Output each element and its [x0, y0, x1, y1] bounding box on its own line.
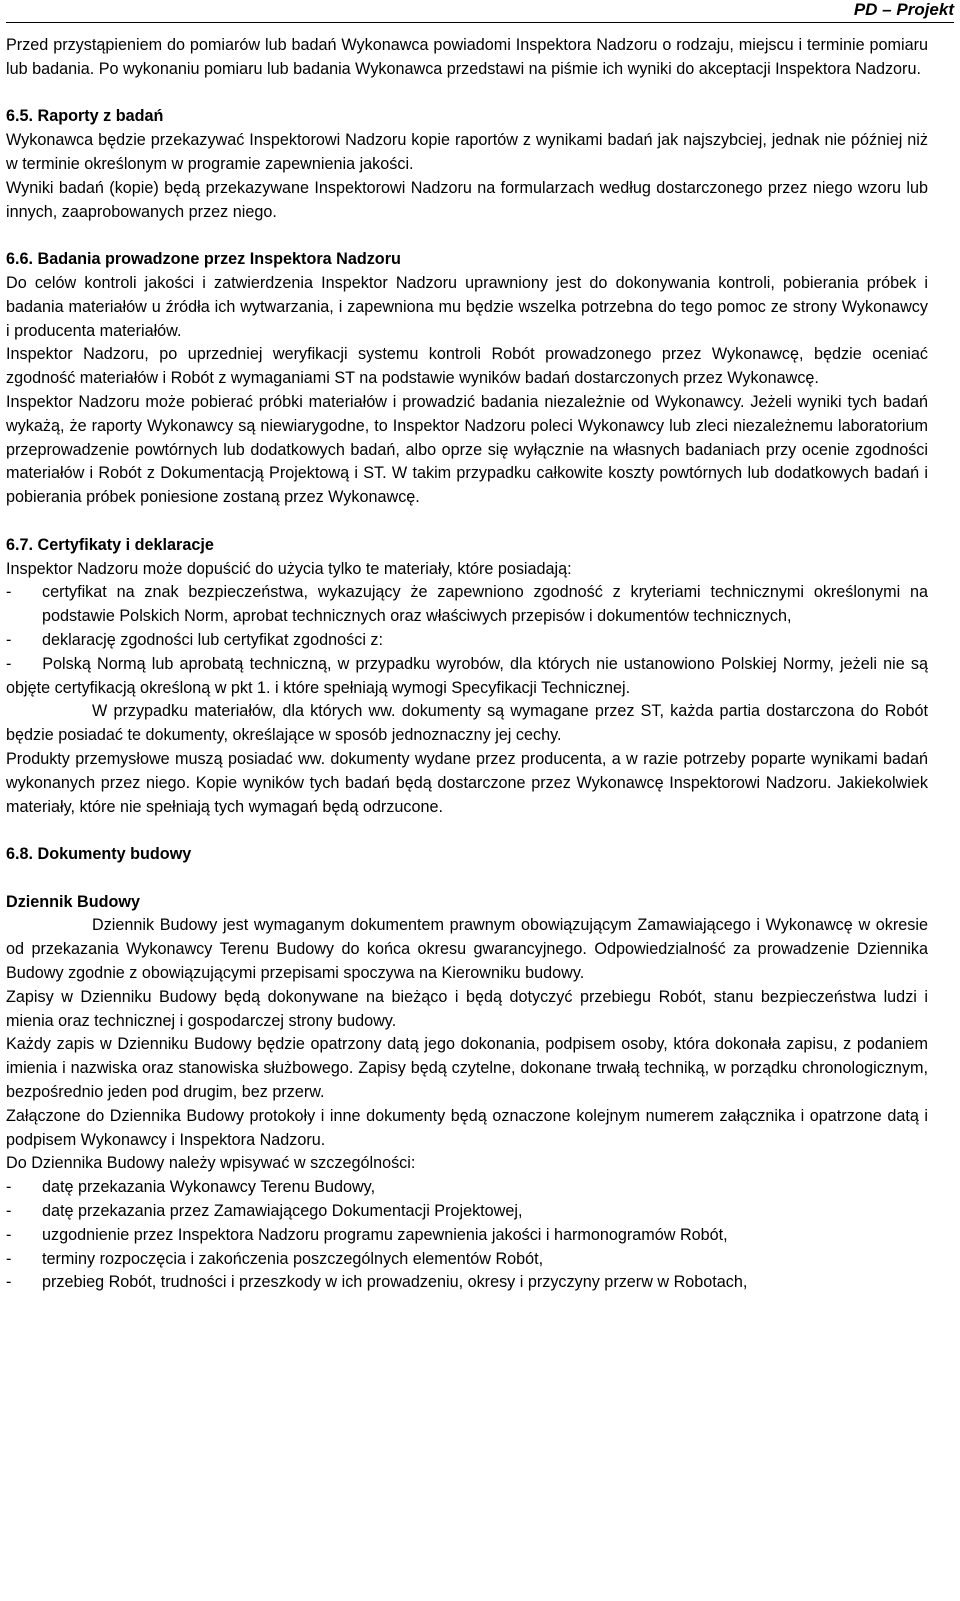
list-item [6, 1271, 928, 1295]
list-dash: - [6, 1249, 12, 1268]
list-item-text: certyfikat na znak bezpieczeństwa, wykazujący że zapewniono zgodność z kryteriami technicznymi określonymi na podstawie Polskich Norm, aprobat technicznych oraz właściwych przepisów i dokumentów technicznych, [42, 583, 928, 626]
list-item-text: deklarację zgodności lub certyfikat zgodności z: [42, 630, 384, 649]
section-6-5-paragraph: Wyniki badań (kopie) będą przekazywane Inspektorowi Nadzoru na formularzach według dostarczonego przez niego wzoru lub innych, zaaprobowanych przez niego. [6, 178, 928, 221]
section-6-6-paragraph: Inspektor Nadzoru, po uprzedniej weryfikacji systemu kontroli Robót prowadzonego przez Wykonawcę, będzie oceniać zgodność materiałów i Robót z wymaganiami ST na podstawie wyników badań dostarczonych przez Wykonawcę. [6, 345, 928, 388]
list-item [6, 1224, 928, 1248]
header-rule [6, 22, 954, 23]
section-6-7-lead: Inspektor Nadzoru może dopuścić do użycia tylko te materiały, które posiadają: [6, 559, 572, 578]
section-6-8-paragraph: Zapisy w Dzienniku Budowy będą dokonywane na bieżąco i będą dotyczyć przebiegu Robót, stanu bezpieczeństwa ludzi i mienia oraz technicznej i gospodarczej strony budowy. [6, 987, 928, 1030]
section-6-8-heading: 6.8. Dokumenty budowy [6, 845, 192, 864]
list-dash: - [6, 630, 12, 649]
section-6-8-paragraph: Dziennik Budowy jest wymaganym dokumentem prawnym obowiązującym Zamawiającego i Wykonawcę w okresie od przekazania Wykonawcy Terenu Budowy do końca okresu gwarancyjnego. Odpowiedzialność za prowadzenie Dziennika Budowy zgodnie z obowiązującymi przepisami spoczywa na Kierowniku budowy. [6, 916, 928, 983]
list-item-text-wrapped [6, 1271, 928, 1295]
spacer [6, 867, 928, 891]
document-body [6, 34, 933, 1295]
section-6-6-paragraph: Inspektor Nadzoru może pobierać próbki materiałów i prowadzić badania niezależnie od Wykonawcy. Jeżeli wyniki tych badań wykażą, że raporty Wykonawcy są niewiarygodne, to Inspektor Nadzoru poleci Wykonawcy lub zleci niezależnemu laboratorium przeprowadzenie powtórnych lub dodatkowych badań, albo oprze się wyłącznie na własnych badaniach przy ocenie zgodności materiałów i Robót z Dokumentacją Projektową i ST. W takim przypadku całkowite koszty powtórnych lub dodatkowych badań i pobierania próbek poniesione zostaną przez Wykonawcę. [6, 392, 928, 507]
spacer [6, 224, 928, 248]
list-item-text: datę przekazania przez Zamawiającego Dokumentacji Projektowej, [42, 1202, 523, 1221]
spacer [6, 510, 928, 534]
list-item [6, 1176, 928, 1200]
section-6-5-heading: 6.5. Raporty z badań [6, 107, 164, 126]
section-6-7-heading: 6.7. Certyfikaty i deklaracje [6, 535, 214, 554]
spacer [6, 82, 928, 106]
list-dash: - [6, 1178, 12, 1197]
list-item [6, 1248, 928, 1272]
section-6-7-paragraph: Produkty przemysłowe muszą posiadać ww. dokumenty wydane przez producenta, a w razie potrzeby poparte wynikami badań wykonanych przez niego. Kopie wyników tych badań będą dostarczone przez Wykonawcę Inspektorowi Nadzoru. Jakiekolwiek materiały, które nie spełniają tych wymagań będą odrzucone. [6, 749, 928, 816]
section-6-8-paragraph: Każdy zapis w Dzienniku Budowy będzie opatrzony datą jego dokonania, podpisem osoby, która dokonała zapisu, z podaniem imienia i nazwiska oraz stanowiska służbowego. Zapisy będą czytelne, dokonane trwałą techniką, w porządku chronologicznym, bezpośrednio jeden pod drugim, bez przerw. [6, 1035, 928, 1102]
list-item [6, 629, 928, 653]
list-dash: - [6, 1225, 12, 1244]
list-item-text: uzgodnienie przez Inspektora Nadzoru programu zapewnienia jakości i harmonogramów Robót, [42, 1225, 728, 1244]
spacer [6, 819, 928, 843]
section-6-8-paragraph: Załączone do Dziennika Budowy protokoły i inne dokumenty będą oznaczone kolejnym numerem załącznika i opatrzone datą i podpisem Wykonawcy i Inspektora Nadzoru. [6, 1106, 928, 1149]
section-6-8-paragraph: Do Dziennika Budowy należy wpisywać w szczególności: [6, 1154, 416, 1173]
list-item-text: przebieg Robót, trudności i przeszkody w ich prowadzeniu, okresy i przyczyny przerw w Robotach, [42, 1273, 748, 1292]
section-6-6-heading: 6.6. Badania prowadzone przez Inspektora Nadzoru [6, 250, 401, 269]
list-item [6, 581, 928, 629]
header-title: PD – Projekt [853, 0, 954, 19]
intro-paragraph: Przed przystąpieniem do pomiarów lub badań Wykonawca powiadomi Inspektora Nadzoru o rodzaju, miejscu i terminie pomiaru lub badania. Po wykonaniu pomiaru lub badania Wykonawca przedstawi na piśmie ich wyniki do akceptacji Inspektora Nadzoru. [6, 36, 928, 78]
list-dash: - [6, 1273, 12, 1292]
list-item-text: datę przekazania Wykonawcy Terenu Budowy, [42, 1178, 376, 1197]
list-dash: - [6, 583, 12, 602]
section-6-7-sub-item: - Polską Normą lub aprobatą techniczną, w przypadku wyrobów, dla których nie ustanowiono Polskiej Normy, jeżeli nie są objęte certyfikacją określoną w pkt 1. i które spełniają wymogi Specyfikacji Technicznej. [6, 654, 933, 697]
dziennik-budowy-heading: Dziennik Budowy [6, 892, 141, 911]
section-6-6-paragraph: Do celów kontroli jakości i zatwierdzenia Inspektor Nadzoru uprawniony jest do dokonywania kontroli, pobierania próbek i badania materiałów u źródła ich wytwarzania, i zapewniona mu będzie wszelka potrzebna do tego pomoc ze strony Wykonawcy i producenta materiałów. [6, 273, 928, 340]
list-dash: - [6, 1202, 12, 1221]
list-item [6, 1200, 928, 1224]
section-6-7-paragraph: W przypadku materiałów, dla których ww. dokumenty są wymagane przez ST, każda partia dostarczona do Robót będzie posiadać te dokumenty, określające w sposób jednoznaczny jej cechy. [6, 702, 928, 745]
list-item-text: terminy rozpoczęcia i zakończenia poszczególnych elementów Robót, [42, 1249, 544, 1268]
page-header [0, 0, 960, 26]
section-6-5-paragraph: Wykonawca będzie przekazywać Inspektorowi Nadzoru kopie raportów z wynikami badań jak najszybciej, jednak nie później niż w terminie określonym w programie zapewnienia jakości. [6, 131, 928, 173]
